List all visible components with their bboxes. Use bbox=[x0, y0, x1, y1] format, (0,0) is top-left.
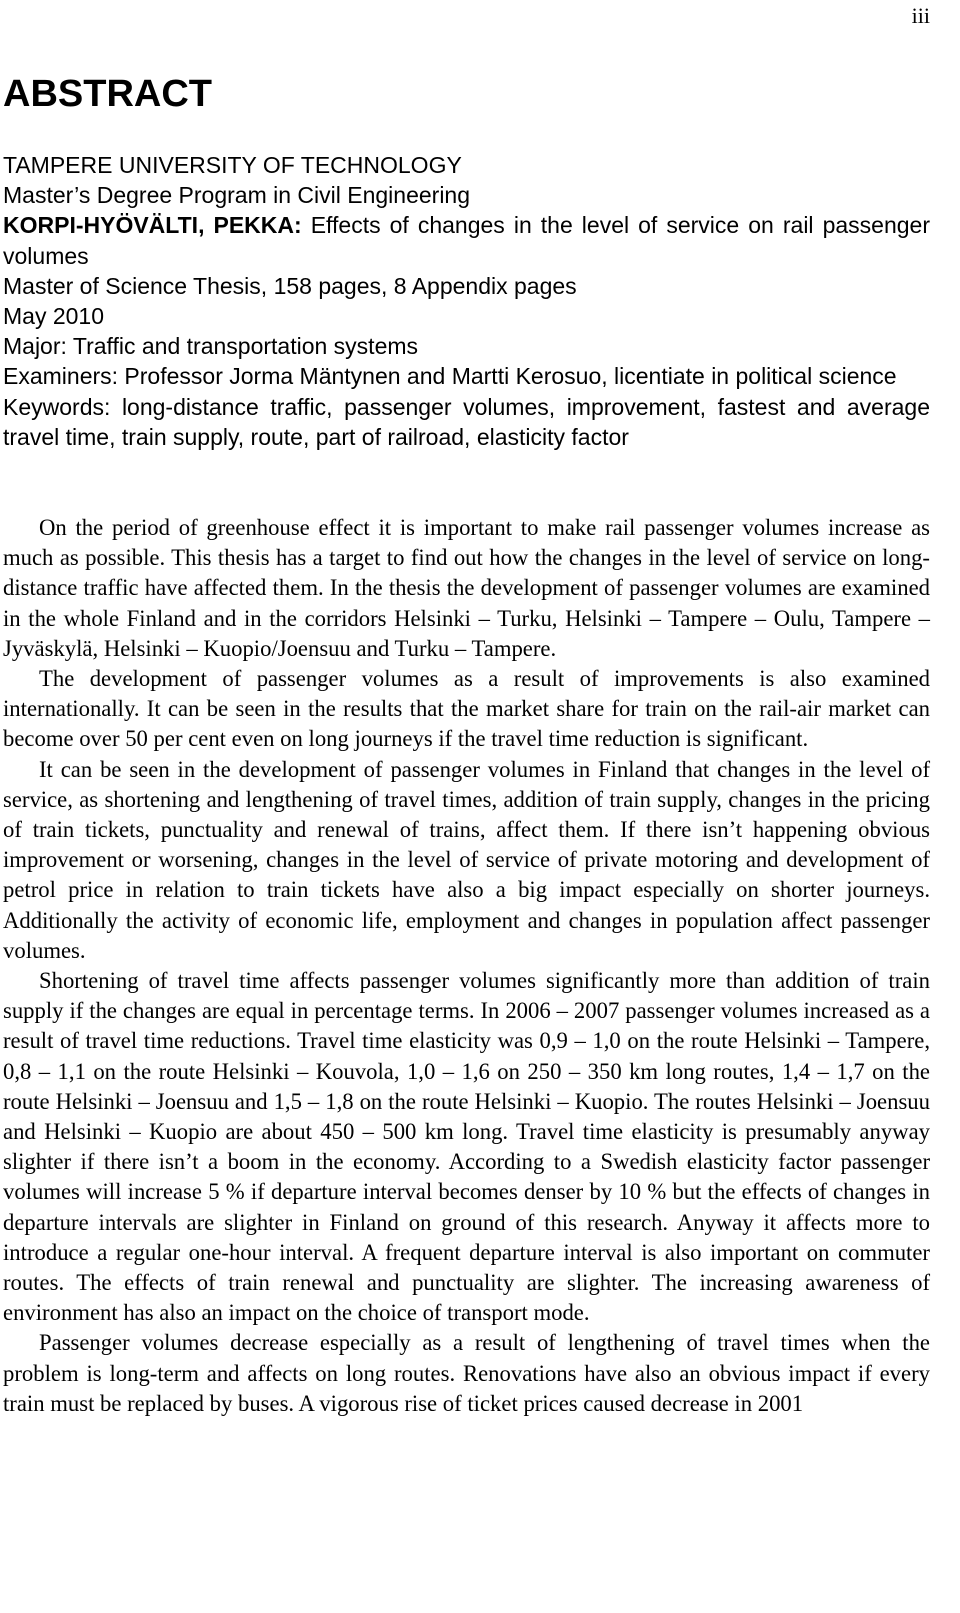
author-and-title bbox=[3, 210, 930, 270]
abstract-body bbox=[3, 513, 930, 1419]
abstract-heading: ABSTRACT bbox=[3, 73, 212, 115]
university-name: TAMPERE UNIVERSITY OF TECHNOLOGY bbox=[3, 152, 462, 178]
abstract-paragraph: Shortening of travel time affects passenger volumes significantly more than addition of train supply if the changes are equal in percentage terms. In 2006 – 2007 passenger volumes increased as a result of travel time reductions. Travel time elasticity was 0,9 – 1,0 on the route Helsinki – Tampere, 0,8 – 1,1 on the route Helsinki – Kouvola, 1,0 – 1,6 on 250 – 350 km long routes, 1,4 – 1,7 on the route Helsinki – Joensuu and 1,5 – 1,8 on the route Helsinki – Kuopio. The routes Helsinki – Joensuu and Helsinki – Kuopio are about 450 – 500 km long. Travel time elasticity is presumably anyway slighter if there isn’t a boom in the economy. According to a Swedish elasticity factor passenger volumes will increase 5 % if departure interval becomes denser by 10 % but the effects of changes in departure intervals are slighter in Finland on ground of this research. Anyway it affects more to introduce a regular one-hour interval. A frequent departure interval is also important on commuter routes. The effects of train renewal and punctuality are slighter. The increasing awareness of environment has also an impact on the choice of transport mode. bbox=[3, 968, 930, 1326]
author-name: KORPI-HYÖVÄLTI, PEKKA: bbox=[3, 212, 302, 239]
page-number: iii bbox=[911, 3, 930, 28]
thesis-major: Major: Traffic and transportation systems bbox=[3, 333, 419, 360]
thesis-examiners: Examiners: Professor Jorma Mäntynen and Martti Kerosuo, licentiate in political science bbox=[3, 363, 897, 390]
thesis-date: May 2010 bbox=[3, 303, 105, 330]
abstract-paragraph: The development of passenger volumes as a result of improvements is also examined internationally. It can be seen in the results that the market share for train on the rail-air market can become over 50 per cent even on long journeys if the travel time reduction is significant. bbox=[3, 666, 930, 752]
abstract-paragraph: On the period of greenhouse effect it is important to make rail passenger volumes increase as much as possible. This thesis has a target to find out how the changes in the level of service on long-distance traffic have affected them. In the thesis the development of passenger volumes are examined in the whole Finland and in the corridors Helsinki – Turku, Helsinki – Tampere – Oulu, Tampere – Jyväskylä, Helsinki – Kuopio/Joensuu and Turku – Tampere. bbox=[3, 515, 930, 661]
thesis-info: Master of Science Thesis, 158 pages, 8 Appendix pages bbox=[3, 272, 577, 299]
thesis-title: Effects of changes in the level of service on rail passenger volumes bbox=[3, 212, 930, 269]
thesis-keywords: Keywords: long-distance traffic, passenger volumes, improvement, fastest and average travel time, train supply, route, part of railroad, elasticity factor bbox=[3, 393, 930, 450]
thesis-metadata bbox=[3, 150, 930, 452]
abstract-paragraph: Passenger volumes decrease especially as a result of lengthening of travel times when the problem is long-term and affects on long routes. Renovations have also an obvious impact if every train must be replaced by buses. A vigorous rise of ticket prices caused decrease in 2001 bbox=[3, 1330, 930, 1416]
abstract-paragraph: It can be seen in the development of passenger volumes in Finland that changes in the level of service, as shortening and lengthening of travel times, addition of train supply, changes in the pricing of train tickets, punctuality and renewal of trains, affect them. If there isn’t happening obvious improvement or worsening, changes in the level of service of private motoring and development of petrol price in relation to train tickets have also a big impact especially on shorter journeys. Additionally the activity of economic life, employment and changes in population affect passenger volumes. bbox=[3, 756, 930, 963]
degree-program: Master’s Degree Program in Civil Engineering bbox=[3, 182, 471, 209]
